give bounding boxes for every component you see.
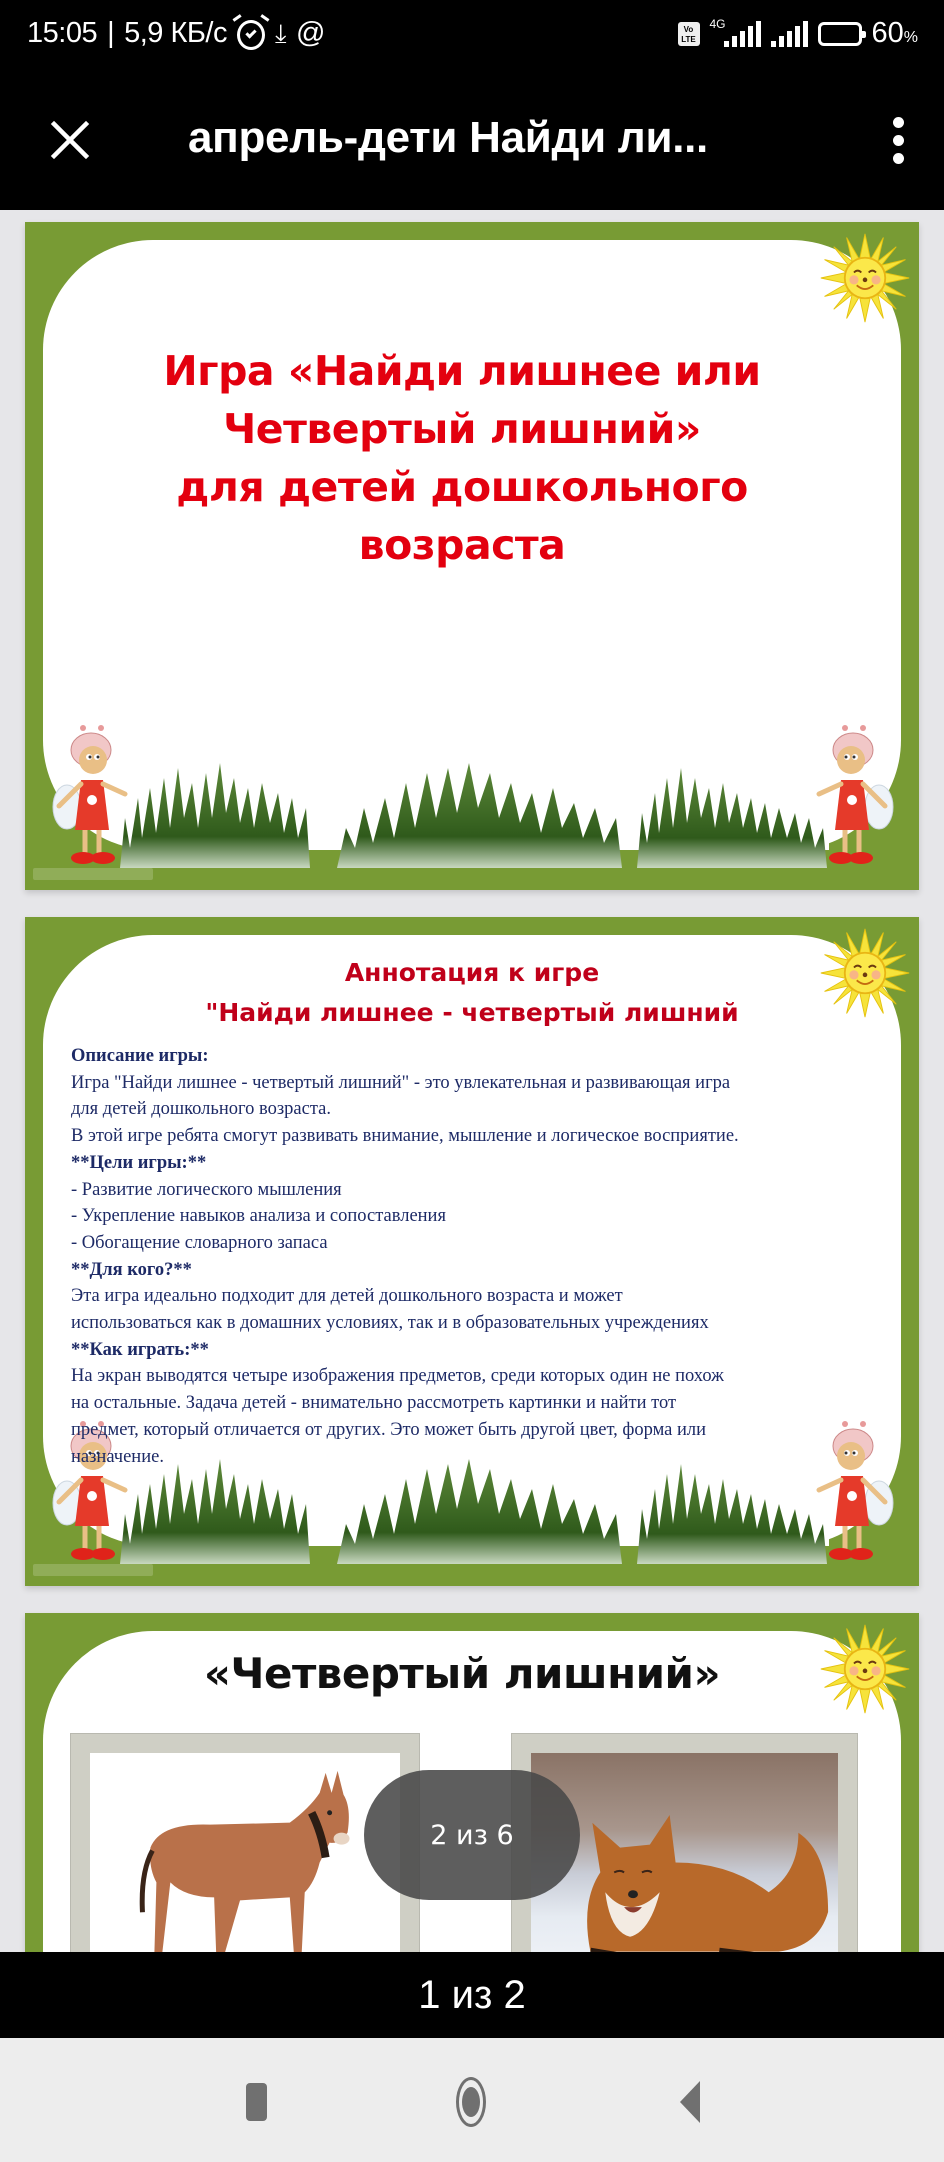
signal-4g-icon	[709, 16, 761, 47]
body-line: на остальные. Задача детей - внимательно рассмотреть картинки и найти тот	[71, 1393, 677, 1414]
fairy-character-left	[45, 722, 135, 872]
status-time: 15:05	[27, 17, 98, 49]
slide-2	[25, 917, 919, 1586]
home-button[interactable]	[441, 2074, 501, 2130]
grass-image	[637, 1454, 827, 1564]
back-triangle-icon	[680, 2081, 700, 2123]
slide-counter-badge: 2 из 6	[364, 1770, 580, 1900]
status-separator: |	[107, 17, 115, 49]
grass-image	[337, 758, 622, 868]
slide-2-title: Аннотация к игре "Найди лишнее - четвертый лишний	[205, 958, 739, 1027]
sun-icon	[819, 232, 911, 324]
body-line: - Развитие логического мышления	[71, 1179, 342, 1200]
donkey-image	[90, 1753, 400, 1952]
slide-3-title: «Четвертый лишний»	[203, 1649, 721, 1698]
body-line: назначение.	[71, 1446, 164, 1467]
document-viewer[interactable]	[0, 210, 944, 1952]
recent-apps-button[interactable]	[226, 2074, 286, 2130]
battery-icon	[818, 22, 862, 46]
body-line: для детей дошкольного возраста.	[71, 1099, 331, 1120]
app-bar	[0, 70, 944, 210]
alarm-icon	[237, 20, 265, 50]
section-heading: **Как играть:**	[71, 1339, 209, 1360]
document-title: апрель-дети Найди ли...	[188, 113, 708, 162]
slide-1	[25, 222, 919, 890]
volte-icon: Vo LTE	[678, 22, 700, 46]
network-speed: 5,9 КБ/с	[124, 17, 227, 49]
signal-icon	[771, 21, 808, 47]
status-right	[678, 17, 919, 50]
page-indicator: 1 из 2	[0, 1952, 944, 2038]
square-icon	[246, 2083, 267, 2121]
body-line: - Укрепление навыков анализа и сопоставления	[71, 1206, 446, 1227]
status-left	[27, 17, 325, 50]
battery-percent: 60%	[871, 17, 918, 49]
section-heading: Описание игры:	[71, 1046, 209, 1066]
slide-1-title: Игра «Найди лишнее или Четвертый лишний» для детей дошкольного возраста	[163, 347, 761, 569]
body-line: - Обогащение словарного запаса	[71, 1232, 328, 1253]
back-button[interactable]	[660, 2074, 720, 2130]
grass-image	[637, 758, 827, 868]
network-type-label: 4G	[709, 16, 726, 31]
body-line: использоваться как в домашних условиях, так и в образовательных учреждениях	[71, 1313, 709, 1334]
body-line: предмет, который отличается от других. Это может быть другой цвет, форма или	[71, 1419, 707, 1440]
close-icon	[50, 120, 90, 160]
download-icon: ⤓	[274, 17, 286, 48]
close-button[interactable]	[40, 110, 100, 170]
grass-image	[120, 758, 310, 868]
more-vert-icon	[893, 117, 904, 128]
section-heading: **Цели игры:**	[71, 1152, 207, 1173]
body-line: Эта игра идеально подходит для детей дошкольного возраста и может	[71, 1286, 623, 1307]
body-line: Игра "Найди лишнее - четвертый лишний" - это увлекательная и развивающая игра	[71, 1072, 731, 1093]
grass-image	[120, 1454, 310, 1564]
annotation-body	[71, 1043, 889, 1470]
status-bar	[0, 0, 944, 70]
grass-image	[337, 1454, 622, 1564]
section-heading: **Для кого?**	[71, 1259, 192, 1280]
at-icon: @	[295, 17, 325, 49]
body-line: В этой игре ребята смогут развивать внимание, мышление и логическое восприятие.	[71, 1126, 739, 1147]
more-options-button[interactable]	[874, 108, 922, 172]
fairy-character-right	[809, 722, 899, 872]
home-circle-icon	[456, 2077, 486, 2127]
system-nav-bar	[0, 2038, 944, 2162]
body-line: На экран выводятся четыре изображения предметов, среди которых один не похож	[71, 1366, 724, 1387]
